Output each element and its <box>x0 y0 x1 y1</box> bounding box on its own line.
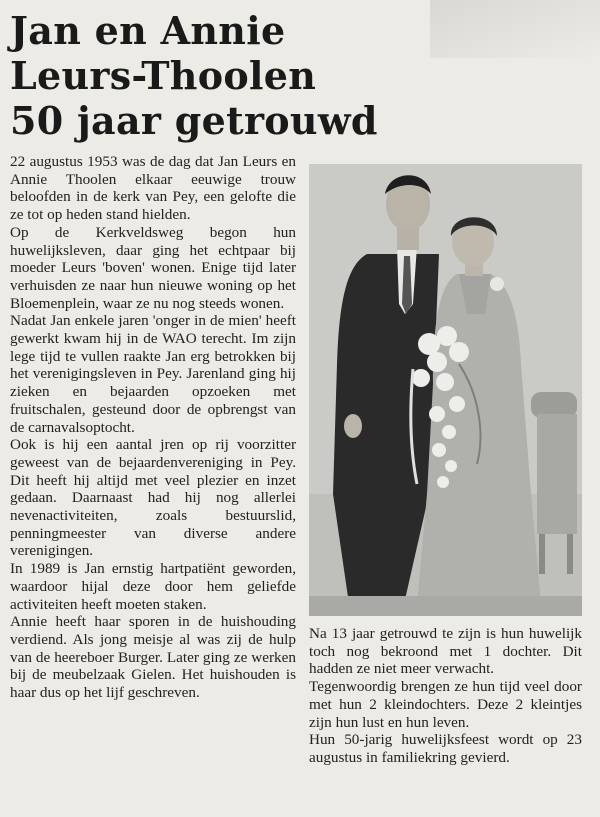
headline-line-2: Leurs-Thoolen <box>10 53 317 98</box>
paragraph-jan-health: In 1989 is Jan ernstig hartpatiënt geworden, waardoor hijal deze door hem geliefde activiteiten heeft moeten staken. <box>10 560 296 613</box>
paragraph-granddaughters: Tegenwoordig brengen ze hun tijd veel door met hun 2 kleindochters. Deze 2 kleintjes zijn hun lust en hun leven. <box>309 678 582 731</box>
paragraph-daughter: Na 13 jaar getrouwd te zijn is hun huwelijk toch nog bekroond met 1 dochter. Dit hadden ze niet meer verwacht. <box>309 625 582 678</box>
paragraph-annie-work: Annie heeft haar sporen in de huishouding verdiend. Als jong meisje al was zij de hulp van de heereboer Burger. Later ging ze werken bij de meubelzaak Gielen. Het huishouden is haar dus op het lijf geschreven. <box>10 613 296 702</box>
paragraph-jan-volunteering: Nadat Jan enkele jaren 'onger in de mien' heeft gewerkt kwam hij in de WAO terecht. Im zijn lege tijd te vullen raakte Jan erg betrokken bij het verenigingsleven in Pey. Jarenland ging hij zieken en bejaarden opzoeken met fruitschalen, gesteund door de opbrengst van de carnavalsoptocht. <box>10 312 296 436</box>
paragraph-anniversary-party: Hun 50-jarig huwelijksfeest wordt op 23 augustus in familiekring gevierd. <box>309 731 582 766</box>
headline-line-3: 50 jaar getrouwd <box>10 98 378 143</box>
paragraph-wedding-date: 22 augustus 1953 was de dag dat Jan Leurs en Annie Thoolen elkaar eeuwige trouw beloofden in de kerk van Pey, een gelofte die ze tot op heden stand hielden. <box>10 153 296 224</box>
wedding-photo <box>309 164 582 616</box>
headline-line-1: Jan en Annie <box>10 8 286 53</box>
article-body-left-column <box>10 153 296 702</box>
article-headline <box>10 8 570 143</box>
paragraph-first-home: Op de Kerkveldsweg begon hun huwelijksleven, daar ging het echtpaar bij moeder Leurs 'boven' wonen. Enige tijd later verhuisden ze naar hun nieuwe woning op het Bloemenplein, waar ze nu nog steeds wonen. <box>10 223 296 312</box>
article-body-right-column <box>309 625 582 767</box>
paragraph-jan-chairman: Ook is hij een aantal jren op rij voorzitter geweest van de bejaardenvereniging in Pey. Dit heeft hij altijd met veel plezier en inzet gedaan. Daarnaast had hij nog allerlei nevenactiviteiten, zoals bestuurslid, penningmeester van diverse andere verenigingen. <box>10 436 296 560</box>
wedding-couple-illustration <box>309 164 582 616</box>
